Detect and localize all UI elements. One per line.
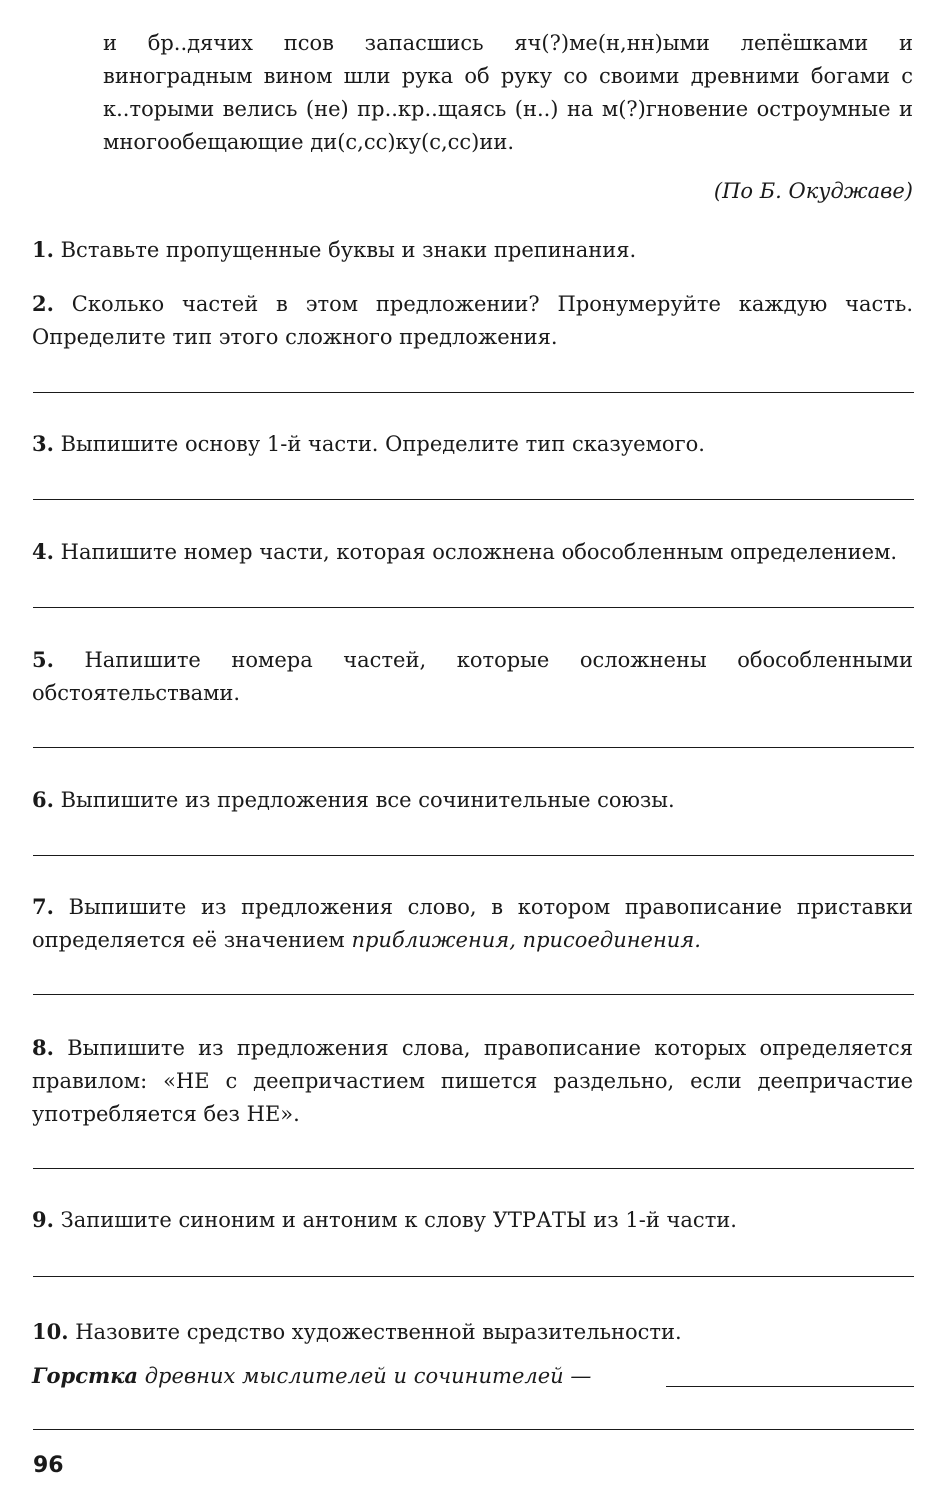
task-10	[32, 1315, 913, 1349]
task-3	[32, 427, 913, 461]
task-number: 7.	[32, 894, 54, 919]
task-number: 9.	[32, 1207, 54, 1232]
answer-line-5[interactable]	[33, 747, 914, 748]
fill-rest: древних мыслителей и сочинителей —	[144, 1364, 592, 1388]
task-number: 5.	[32, 647, 54, 672]
task-number: 3.	[32, 431, 54, 456]
passage-attribution: (По Б. Окуджаве)	[713, 179, 913, 203]
task-number: 1.	[32, 237, 54, 262]
answer-line-8[interactable]	[33, 1168, 914, 1169]
task-text: Вставьте пропущенные буквы и знаки препинания.	[60, 238, 637, 262]
task-6	[32, 783, 913, 817]
task-text: Выпишите основу 1-й части. Определите тип сказуемого.	[60, 432, 705, 456]
answer-line-10[interactable]	[33, 1429, 914, 1430]
task-text: Запишите синоним и антоним к слову УТРАТЫ из 1-й части.	[60, 1208, 737, 1232]
task-text: Выпишите из предложения все сочинительные союзы.	[60, 788, 675, 812]
task-emphasis: приближения, присоединения.	[351, 928, 701, 952]
task-text: Выпишите из предложения слово, в котором правописание приставки определяется её значением	[32, 895, 913, 952]
task-text: Сколько частей в этом предложении? Пронумеруйте каждую часть. Определите тип этого сложного предложения.	[32, 292, 913, 349]
task-number: 10.	[32, 1319, 69, 1344]
answer-line-4[interactable]	[33, 607, 914, 608]
task-text: Выпишите из предложения слова, правописание которых определяется правилом: «НЕ с деепричастием пишется раздельно, если деепричастие употребляется без НЕ».	[32, 1036, 913, 1126]
task-1	[32, 233, 913, 267]
answer-line-2[interactable]	[33, 392, 914, 393]
task-text: Назовите средство художественной выразительности.	[75, 1320, 682, 1344]
task-number: 6.	[32, 787, 54, 812]
answer-line-7[interactable]	[33, 994, 914, 995]
task-2	[32, 287, 913, 354]
fill-in-blank[interactable]	[666, 1386, 914, 1387]
fill-in-prompt	[32, 1359, 913, 1393]
task-text: Напишите номера частей, которые осложнены обособленными обстоятельствами.	[32, 648, 913, 705]
task-4	[32, 535, 913, 569]
task-text: Напишите номер части, которая осложнена обособленным определением.	[60, 540, 898, 564]
task-9	[32, 1203, 913, 1237]
answer-line-3[interactable]	[33, 499, 914, 500]
page-number: 96	[33, 1453, 64, 1478]
task-number: 8.	[32, 1035, 54, 1060]
task-8	[32, 1031, 913, 1131]
task-5	[32, 643, 913, 710]
fill-bold-word: Горстка	[32, 1363, 139, 1388]
task-7	[32, 890, 913, 957]
task-number: 4.	[32, 539, 54, 564]
answer-line-9[interactable]	[33, 1276, 914, 1277]
source-passage: и бр..дячих псов запасшись яч(?)ме(н,нн)ыми лепёшками и виноградным вином шли рука об руку со своими древними богами с к..торыми велись (не) пр..кр..щаясь (н..) на м(?)гновение остроумные и многообещающие ди(с,сс)ку(с,сс)ии.	[103, 31, 913, 154]
task-number: 2.	[32, 291, 54, 316]
answer-line-6[interactable]	[33, 855, 914, 856]
